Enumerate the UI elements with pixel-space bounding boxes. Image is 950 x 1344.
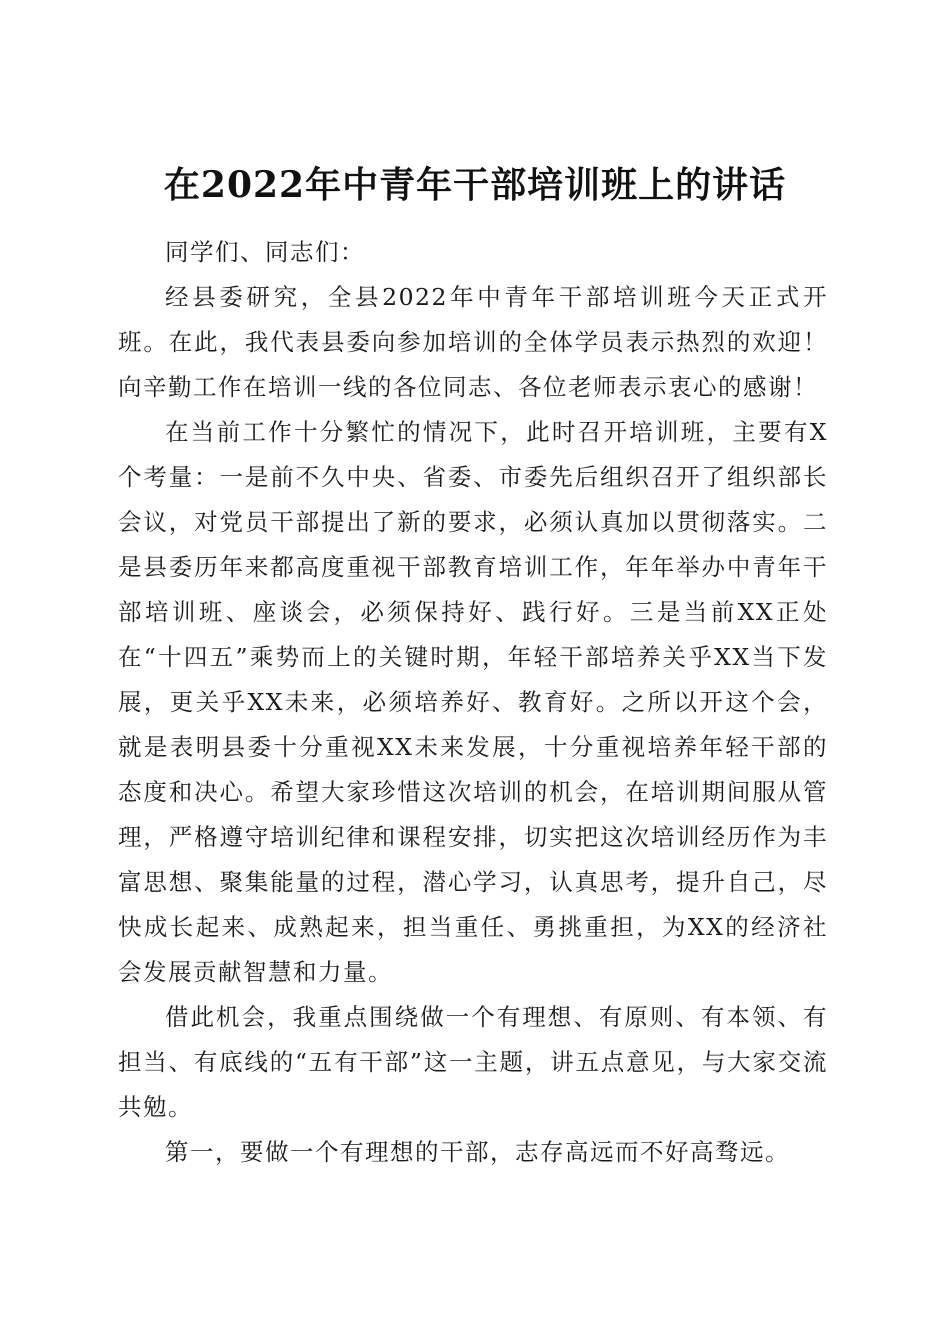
first-point-heading: 第一，要做一个有理想的干部，志存高远而不好高骛远。 [165, 1138, 790, 1166]
document-title: 在2022年中青年干部培训班上的讲话 [163, 164, 787, 207]
theme-paragraph: 借此机会，我重点围绕做一个有理想、有原则、有本领、有担当、有底线的“五有干部”这一主题，讲五点意见，与大家交流共勉。 [118, 1003, 828, 1121]
document-body [118, 230, 828, 1175]
opening-paragraph: 经县委研究，全县2022年中青年干部培训班今天正式开班。在此，我代表县委向参加培训的全体学员表示热烈的欢迎！向辛勤工作在培训一线的各位同志、各位老师表示衷心的感谢！ [118, 283, 828, 401]
considerations-paragraph: 在当前工作十分繁忙的情况下，此时召开培训班，主要有X个考量：一是前不久中央、省委、市委先后组织召开了组织部长会议，对党员干部提出了新的要求，必须认真加以贯彻落实。二是县委历年来都高度重视干部教育培训工作，年年举办中青年干部培训班、座谈会，必须保持好、践行好。三是当前XX正处在“十四五”乘势而上的关键时期，年轻干部培养关乎XX当下发展，更关乎XX未来，必须培养好、教育好。之所以开这个会，就是表明县委十分重视XX未来发展，十分重视培养年轻干部的态度和决心。希望大家珍惜这次培训的机会，在培训期间服从管理，严格遵守培训纪律和课程安排，切实把这次培训经历作为丰富思想、聚集能量的过程，潜心学习，认真思考，提升自己，尽快成长起来、成熟起来，担当重任、勇挑重担，为XX的经济社会发展贡献智慧和力量。 [118, 418, 828, 986]
salutation-paragraph: 同学们、同志们： [165, 238, 365, 266]
